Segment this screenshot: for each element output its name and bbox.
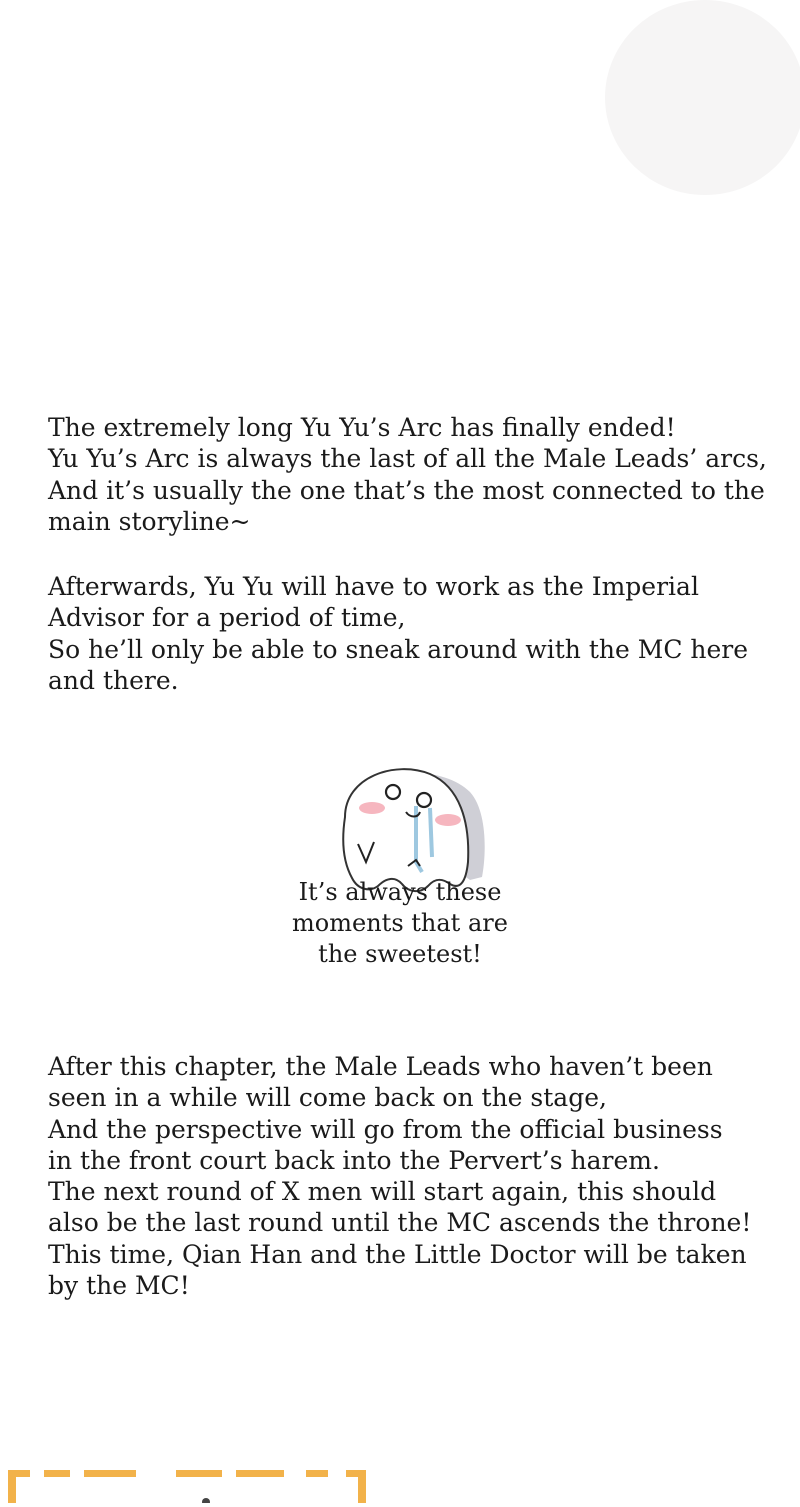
caption-line: moments that are [292, 909, 508, 937]
text-line: This time, Qian Han and the Little Doctor will be taken [48, 1239, 747, 1269]
dashed-frame-top [0, 1460, 800, 1503]
text-line: So he’ll only be able to sneak around with the MC here [48, 634, 749, 664]
text-line: The next round of X men will start again, this should [48, 1177, 717, 1207]
paragraph-afterwards [48, 571, 768, 696]
text-line: main storyline~ [48, 506, 251, 536]
text-line: The extremely long Yu Yu’s Arc has finally ended! [48, 413, 676, 442]
corner-decoration [605, 0, 800, 195]
caption-line: It’s always these [298, 878, 502, 906]
text-line: seen in a while will come back on the stage, [48, 1083, 607, 1113]
text-line: and there. [48, 665, 179, 695]
text-line: After this chapter, the Male Leads who haven’t been [48, 1052, 713, 1081]
text-line: Yu Yu’s Arc is always the last of all the Male Leads’ arcs, [48, 444, 767, 474]
paragraph-arc-ended [48, 412, 768, 537]
text-line: Advisor for a period of time, [48, 603, 406, 633]
text-line: Afterwards, Yu Yu will have to work as the Imperial [48, 572, 699, 601]
text-line: also be the last round until the MC ascends the throne! [48, 1208, 752, 1238]
text-line: And it’s usually the one that’s the most connected to the [48, 475, 765, 505]
text-line: in the front court back into the Pervert’s harem. [48, 1145, 660, 1175]
paragraph-next-round [48, 1051, 768, 1301]
caption-line: the sweetest! [318, 940, 482, 968]
text-line: And the perspective will go from the official business [48, 1114, 723, 1144]
sticker-caption [250, 877, 550, 970]
text-line: by the MC! [48, 1271, 190, 1301]
